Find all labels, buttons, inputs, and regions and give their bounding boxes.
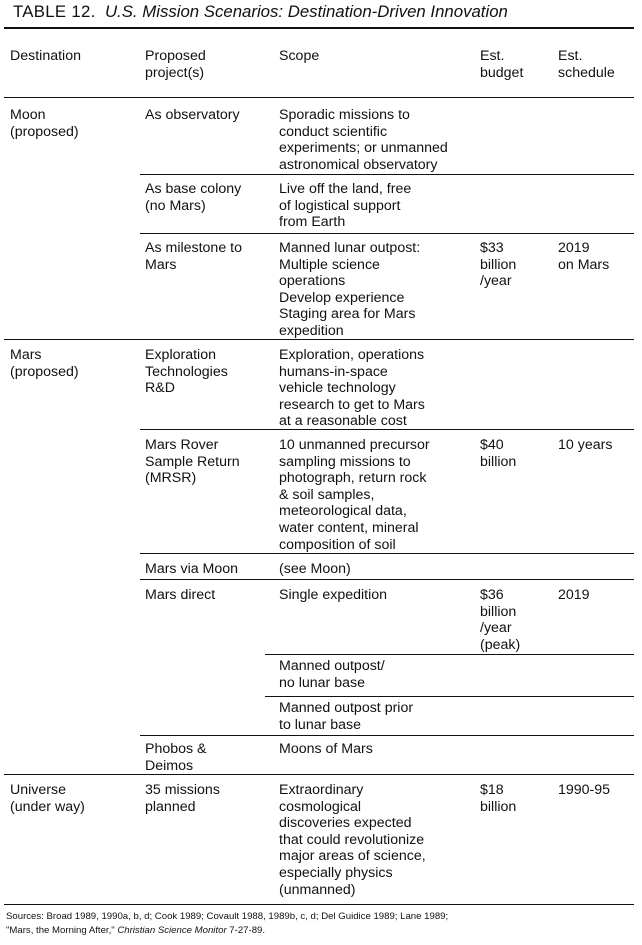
sources-line-1: Sources: Broad 1989, 1990a, b, d; Cook 1989; Covault 1988, 1989b, c, d; Del Guidice 1989; Lane 1989;	[6, 911, 449, 922]
row-divider	[140, 174, 634, 175]
project-cell: Mars Rover Sample Return (MRSR)	[145, 437, 240, 487]
header-rule	[4, 97, 634, 98]
project-cell: Mars direct	[145, 587, 216, 603]
top-rule	[4, 27, 634, 29]
scope-cell: Single expedition	[279, 587, 388, 603]
sources-note	[6, 910, 636, 938]
bottom-rule	[4, 904, 634, 905]
project-cell: Exploration Technologies R&D	[145, 347, 228, 397]
group-divider	[4, 339, 634, 340]
scope-cell: Exploration, operations humans-in-space vehicle technology research to get to Mars at a reasonable cost	[279, 347, 425, 430]
schedule-cell: 2019 on Mars	[558, 240, 610, 273]
scope-cell: 10 unmanned precursor sampling missions to photograph, return rock & soil samples, meteorological data, water content, mineral composition of soil	[279, 437, 430, 553]
scope-cell: Extraordinary cosmological discoveries expected that could revolutionize major areas of science, especially physics (unmanned)	[279, 782, 426, 898]
scope-cell: (see Moon)	[279, 561, 351, 577]
project-cell: As observatory	[145, 107, 240, 123]
schedule-cell: 2019	[558, 587, 590, 603]
row-divider	[140, 233, 634, 234]
project-cell: Phobos & Deimos	[145, 741, 207, 774]
table-subject: U.S. Mission Scenarios: Destination-Driven Innovation	[104, 2, 508, 21]
budget-cell: $40 billion	[480, 437, 517, 470]
row-divider	[140, 429, 634, 430]
destination-cell: Moon (proposed)	[10, 107, 79, 140]
sources-publication: Christian Science Monitor	[117, 925, 227, 936]
row-divider	[265, 696, 634, 697]
row-divider	[140, 579, 634, 580]
budget-cell: $18 billion	[480, 782, 517, 815]
project-cell: 35 missions planned	[145, 782, 220, 815]
header-scope: Scope	[279, 48, 320, 64]
scope-cell: Sporadic missions to conduct scientific experiments; or unmanned astronomical observatory	[279, 107, 448, 173]
destination-cell: Universe (under way)	[10, 782, 85, 815]
project-cell: Mars via Moon	[145, 561, 239, 577]
header-proposed-projects: Proposed project(s)	[145, 48, 206, 81]
schedule-cell: 1990-95	[558, 782, 611, 798]
scope-cell: Moons of Mars	[279, 741, 373, 757]
group-divider	[4, 774, 634, 775]
scope-cell: Manned outpost/ no lunar base	[279, 658, 385, 691]
project-cell: As milestone to Mars	[145, 240, 242, 273]
project-cell: As base colony (no Mars)	[145, 181, 242, 214]
header-est-budget: Est. budget	[480, 48, 524, 81]
sources-line-2-start: "Mars, the Morning After,"	[6, 925, 118, 936]
row-divider	[140, 553, 634, 554]
row-divider	[265, 654, 634, 655]
scope-cell: Manned outpost prior to lunar base	[279, 700, 414, 733]
scope-cell: Manned lunar outpost: Multiple science operations Develop experience Staging area for Mars expedition	[279, 240, 421, 339]
table-title	[13, 2, 633, 22]
destination-cell: Mars (proposed)	[10, 347, 79, 380]
header-est-schedule: Est. schedule	[558, 48, 615, 81]
schedule-cell: 10 years	[558, 437, 613, 453]
table-number: TABLE 12.	[13, 2, 96, 21]
budget-cell: $33 billion /year	[480, 240, 517, 290]
row-divider	[140, 735, 634, 736]
sources-line-2-end: 7-27-89.	[226, 925, 266, 936]
header-destination: Destination	[10, 48, 81, 64]
budget-cell: $36 billion /year (peak)	[480, 587, 521, 653]
scope-cell: Live off the land, free of logistical support from Earth	[279, 181, 412, 231]
